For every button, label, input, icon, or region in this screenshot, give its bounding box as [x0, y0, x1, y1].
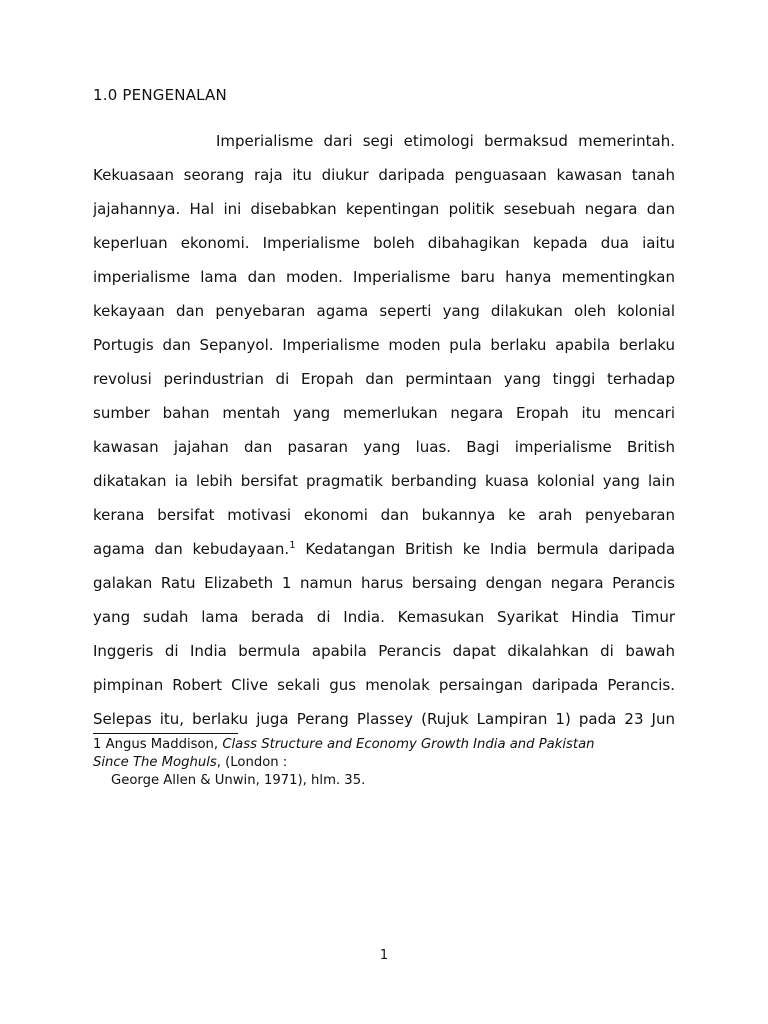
page-number: 1 [379, 948, 389, 963]
paragraph-line: revolusi perindustrian di Eropah dan permintaan yang tinggi terhadap [93, 370, 675, 388]
paragraph-line: Inggeris di India bermula apabila Perancis dapat dikalahkan di bawah [93, 642, 675, 660]
footnote-publisher-place: , (London : [216, 755, 288, 770]
footnote-line [93, 736, 693, 754]
paragraph-line: imperialisme lama dan moden. Imperialisme baru hanya mementingkan [93, 268, 675, 286]
paragraph-line-with-footnote [93, 538, 675, 572]
paragraph-line: kekayaan dan penyebaran agama seperti yang dilakukan oleh kolonial [93, 302, 675, 320]
paragraph-line: dikatakan ia lebih bersifat pragmatik berbanding kuasa kolonial yang lain [93, 472, 675, 490]
line-text-after-ref: Kedatangan British ke India bermula daripada [295, 540, 675, 558]
paragraph-line: jajahannya. Hal ini disebabkan kepentingan politik sesebuah negara dan [93, 200, 675, 218]
footnote [93, 736, 693, 790]
paragraph-line: yang sudah lama berada di India. Kemasukan Syarikat Hindia Timur [93, 608, 675, 626]
paragraph-line: pimpinan Robert Clive sekali gus menolak persaingan daripada Perancis. [93, 676, 675, 694]
section-heading: 1.0 PENGENALAN [93, 86, 227, 104]
paragraph-line: galakan Ratu Elizabeth 1 namun harus bersaing dengan negara Perancis [93, 574, 675, 592]
line-text-before-ref: agama dan kebudayaan. [93, 540, 290, 558]
footnote-line [93, 754, 693, 772]
paragraph-line: sumber bahan mentah yang memerlukan negara Eropah itu mencari [93, 404, 675, 422]
paragraph-line: kerana bersifat motivasi ekonomi dan bukannya ke arah penyebaran [93, 506, 675, 524]
footnote-author: 1 Angus Maddison, [93, 737, 223, 752]
footnote-separator [93, 733, 238, 734]
paragraph-line: Kekuasaan seorang raja itu diukur daripada penguasaan kawasan tanah [93, 166, 675, 184]
paragraph-line: kawasan jajahan dan pasaran yang luas. Bagi imperialisme British [93, 438, 675, 456]
footnote-reference[interactable]: 1 [289, 540, 296, 551]
footnote-line: George Allen & Unwin, 1971), hlm. 35. [111, 773, 366, 788]
paragraph-line: Selepas itu, berlaku juga Perang Plassey (Rujuk Lampiran 1) pada 23 Jun [93, 710, 675, 728]
footnote-title-cont: Since The Moghuls [93, 755, 217, 770]
footnote-title: Class Structure and Economy Growth India and Pakistan [222, 737, 595, 752]
body-text [93, 130, 675, 742]
paragraph-line: keperluan ekonomi. Imperialisme boleh dibahagikan kepada dua iaitu [93, 234, 675, 252]
paragraph-line: Portugis dan Sepanyol. Imperialisme moden pula berlaku apabila berlaku [93, 336, 675, 354]
paragraph-line: Imperialisme dari segi etimologi bermaksud memerintah. [216, 132, 675, 150]
